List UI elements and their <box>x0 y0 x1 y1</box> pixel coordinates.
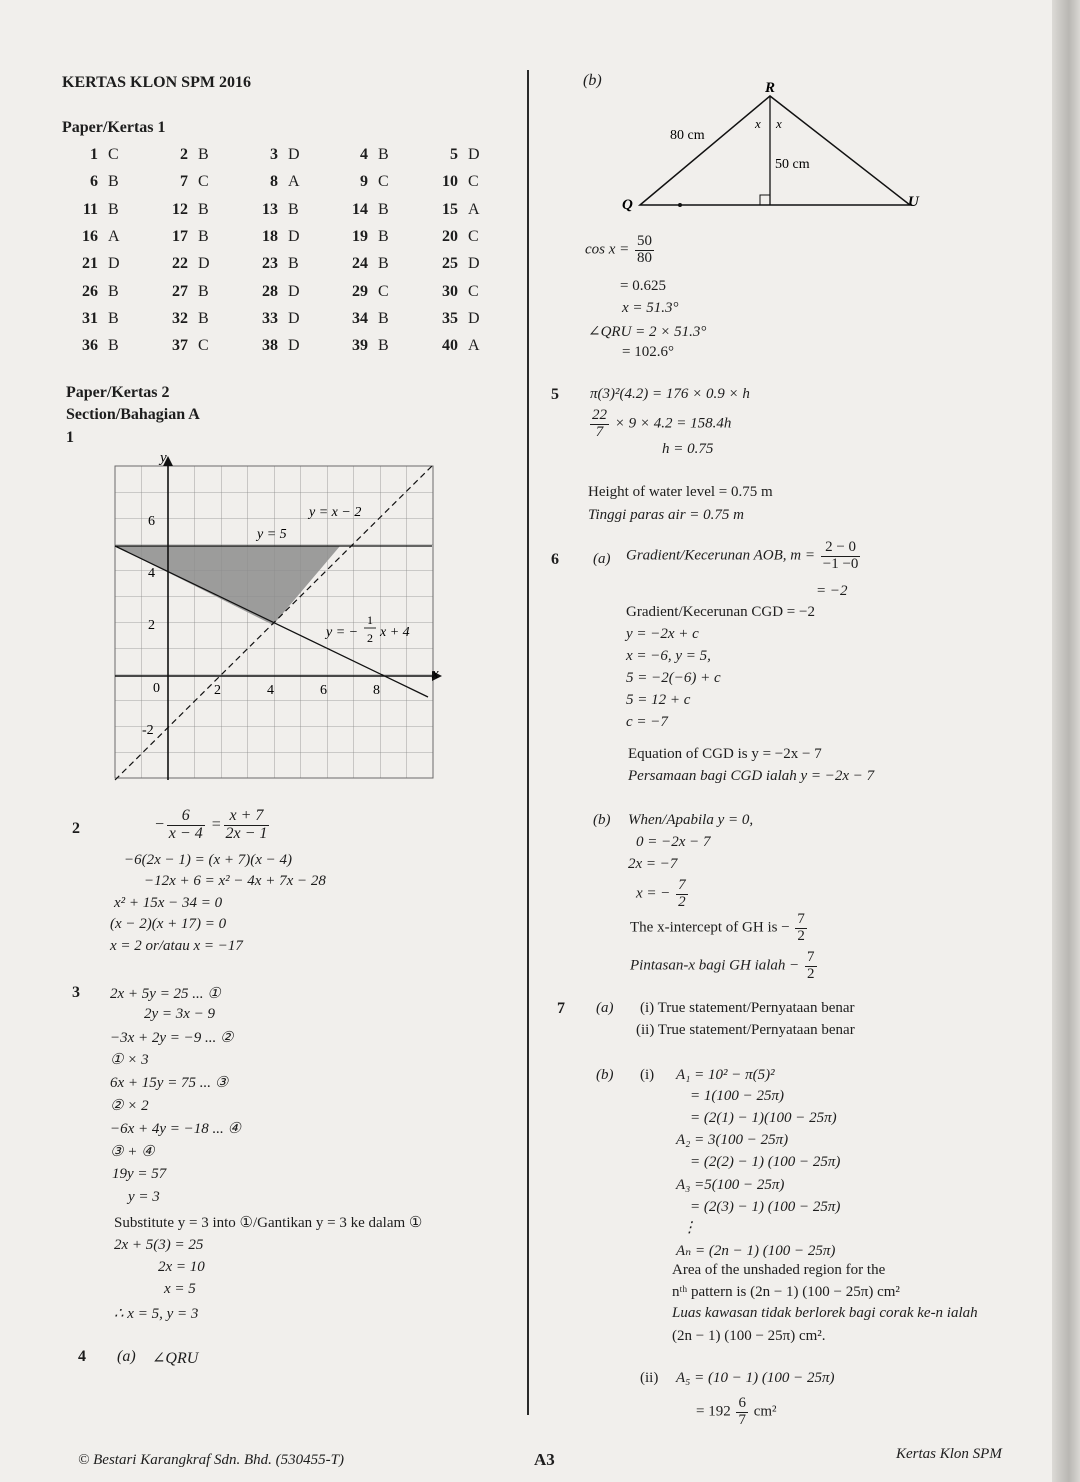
answer-cell <box>342 283 389 301</box>
svg-text:50 cm: 50 cm <box>775 157 810 172</box>
answer-cell <box>342 337 389 355</box>
answer-cell <box>72 146 119 164</box>
q3-number: 3 <box>72 984 80 1001</box>
question-number: 6 <box>90 173 98 191</box>
q3-line: ③ + ④ <box>110 1144 155 1160</box>
q5-line: Height of water level = 0.75 m <box>588 484 773 500</box>
column-divider <box>527 70 529 1415</box>
q6b-line: 0 = −2x − 7 <box>636 834 711 850</box>
question-number: 25 <box>442 255 458 273</box>
question-number: 24 <box>352 255 368 273</box>
q3-line: −6x + 4y = −18 ... ④ <box>110 1121 242 1137</box>
svg-text:x: x <box>755 116 761 131</box>
q3-line: 2x + 5(3) = 25 <box>114 1237 204 1253</box>
footer-copyright: © Bestari Karangkraf Sdn. Bhd. (530455-T) <box>78 1452 344 1468</box>
q7a-label: (a) <box>596 1000 614 1016</box>
y-tick-6: 6 <box>148 514 155 529</box>
q2-number: 2 <box>72 820 80 837</box>
q1-number: 1 <box>66 429 74 446</box>
q7a-ii: (ii) True statement/Pernyataan benar <box>636 1022 855 1038</box>
answer-cell <box>432 173 479 191</box>
answer-cell <box>252 310 300 328</box>
y-tick-neg2: -2 <box>142 723 154 738</box>
q7b-line: = 1(100 − 25π) <box>690 1088 784 1104</box>
q3-line: 19y = 57 <box>112 1166 167 1182</box>
q3-line: ② × 2 <box>110 1098 149 1114</box>
q3-line: 2x + 5y = 25 ... ① <box>110 986 221 1002</box>
answer-cell <box>432 337 480 355</box>
question-number: 36 <box>82 337 98 355</box>
question-number: 3 <box>270 146 278 163</box>
answer-cell <box>162 337 209 355</box>
answer-letter: C <box>468 173 479 191</box>
q2-line: x = 2 or/atau x = −17 <box>110 938 243 954</box>
x-tick-2: 2 <box>214 683 221 698</box>
q2-line: −6(2x − 1) = (x + 7)(x − 4) <box>124 852 293 868</box>
q6a-line: 5 = −2(−6) + c <box>626 670 721 686</box>
question-number: 17 <box>172 227 188 245</box>
answer-cell <box>432 310 480 328</box>
y-axis-label: y <box>160 450 167 466</box>
q7b-line: Area of the unshaded region for the <box>672 1262 886 1278</box>
answer-letter: D <box>468 309 480 327</box>
svg-text:2: 2 <box>367 631 373 645</box>
answer-letter: B <box>378 227 389 245</box>
q4a-answer: ∠QRU <box>152 1350 199 1367</box>
q4b-line: = 102.6° <box>622 344 674 360</box>
answer-letter: C <box>198 173 209 191</box>
q6a-line: x = −6, y = 5, <box>626 648 711 664</box>
q6b-intercept-my: Pintasan-x bagi GH ialah − $\frac{7}{2}$ <box>630 949 815 982</box>
answer-letter: C <box>108 146 119 163</box>
answer-cell <box>162 228 209 246</box>
q7b-ii-line: A₅ = (10 − 1) (100 − 25π) <box>676 1370 835 1386</box>
q7b-line: nᵗʰ pattern is (2n − 1) (100 − 25π) cm² <box>672 1284 900 1300</box>
q6b-x: x = − $\frac{7}{2}$ <box>636 877 686 910</box>
question-number: 5 <box>450 146 458 163</box>
question-number: 39 <box>352 337 368 355</box>
question-number: 21 <box>82 255 98 273</box>
q7b-line: A₁ = 10² − π(5)² <box>676 1067 775 1083</box>
x-axis-label: x <box>432 666 439 682</box>
q6a-gradient: Gradient/Kecerunan AOB, m = $\frac{2 - 0}{-1 -0}$ <box>626 539 859 572</box>
q4-number: 4 <box>78 1348 86 1365</box>
answer-cell <box>72 173 119 191</box>
question-number: 12 <box>172 200 188 218</box>
question-number: 9 <box>360 173 368 191</box>
q3-line: x = 5 <box>164 1281 196 1297</box>
q6a-line: c = −7 <box>626 714 668 730</box>
svg-text:y = −: y = − <box>326 625 359 640</box>
question-number: 23 <box>262 255 278 273</box>
answer-letter: B <box>288 255 299 273</box>
x-tick-0: 0 <box>153 681 160 696</box>
q6a-line: y = −2x + c <box>626 626 699 642</box>
answer-letter: C <box>468 227 479 245</box>
answer-cell <box>342 255 389 273</box>
q6a-line: 5 = 12 + c <box>626 692 691 708</box>
q4b-cos: cos x = $\frac{50}{80}$ <box>585 233 653 266</box>
svg-text:U: U <box>908 194 919 210</box>
svg-text:x + 4: x + 4 <box>380 625 410 640</box>
answer-cell <box>72 283 119 301</box>
q4b-triangle <box>610 76 940 220</box>
q7b-line: (2n − 1) (100 − 25π) cm². <box>672 1328 826 1344</box>
q6a-line: Equation of CGD is y = −2x − 7 <box>628 746 822 762</box>
answer-letter: D <box>198 255 210 273</box>
answer-letter: B <box>108 173 119 191</box>
answer-cell <box>342 228 389 246</box>
q6a-line: Gradient/Kecerunan CGD = −2 <box>626 604 815 620</box>
q5-line2: $\frac{22}{7}$ × 9 × 4.2 = 158.4h <box>592 407 732 440</box>
answer-cell <box>72 201 119 219</box>
answer-cell <box>162 201 209 219</box>
answer-letter: D <box>288 227 300 245</box>
svg-text:R: R <box>765 80 776 96</box>
q7b-ii-result: = 192 $\frac{6}{7}$ cm² <box>696 1395 777 1428</box>
answer-letter: C <box>198 337 209 355</box>
question-number: 1 <box>90 146 98 163</box>
answer-letter: B <box>378 309 389 327</box>
answer-cell <box>342 310 389 328</box>
q2-equation: − $\frac{6}{x - 4}$ = $\frac{x + 7}{2x - 1}$ <box>154 807 268 842</box>
question-number: 34 <box>352 309 368 327</box>
answer-cell <box>342 201 389 219</box>
svg-text:1: 1 <box>367 613 373 627</box>
q3-line: −3x + 2y = −9 ... ② <box>110 1030 234 1046</box>
q4b-line: x = 51.3° <box>622 300 679 316</box>
q4a-label: (a) <box>117 1348 136 1365</box>
q7b-line: = (2(1) − 1)(100 − 25π) <box>690 1110 837 1126</box>
q3-line: 2y = 3x − 9 <box>144 1006 216 1022</box>
question-number: 27 <box>172 282 188 300</box>
answer-cell <box>162 255 210 273</box>
q7b-i: (i) <box>640 1067 655 1083</box>
question-number: 29 <box>352 282 368 300</box>
q6b-line: When/Apabila y = 0, <box>628 812 754 828</box>
q3-line: y = 3 <box>128 1189 160 1205</box>
label-line1: y = x − 2 <box>309 505 362 520</box>
answer-cell <box>432 201 480 219</box>
x-tick-6: 6 <box>320 683 327 698</box>
question-number: 10 <box>442 173 458 191</box>
x-tick-4: 4 <box>267 683 274 698</box>
q6a-label: (a) <box>593 551 611 567</box>
answer-letter: D <box>468 255 480 273</box>
q2-line: −12x + 6 = x² − 4x + 7x − 28 <box>144 873 326 889</box>
footer-page-number: A3 <box>534 1450 555 1469</box>
answer-cell <box>432 255 480 273</box>
q7b-line: Aₙ = (2n − 1) (100 − 25π) <box>676 1243 836 1259</box>
q7b-line: = (2(2) − 1) (100 − 25π) <box>690 1154 841 1170</box>
question-number: 28 <box>262 282 278 300</box>
q3-line: Substitute y = 3 into ①/Gantikan y = 3 ke dalam ① <box>114 1215 423 1231</box>
question-number: 19 <box>352 227 368 245</box>
answer-cell <box>432 228 479 246</box>
q7b-line: A₃ =5(100 − 25π) <box>676 1177 785 1193</box>
answer-letter: B <box>198 227 209 245</box>
question-number: 16 <box>82 227 98 245</box>
answer-letter: A <box>108 227 120 245</box>
page-edge-shadow <box>1052 0 1080 1482</box>
q7a-i: (i) True statement/Pernyataan benar <box>640 1000 855 1016</box>
q6a-line: = −2 <box>816 583 848 599</box>
q7b-ii: (ii) <box>640 1370 659 1386</box>
answer-letter: B <box>288 200 299 218</box>
svg-text:x: x <box>776 116 782 131</box>
answer-cell <box>252 173 300 191</box>
q5-line: h = 0.75 <box>662 441 714 457</box>
answer-letter: D <box>468 146 480 163</box>
answer-cell <box>252 201 299 219</box>
q3-line: ① × 3 <box>110 1052 149 1068</box>
question-number: 11 <box>82 200 98 218</box>
answer-letter: B <box>108 282 119 300</box>
q7b-label: (b) <box>596 1067 614 1083</box>
answer-letter: B <box>198 309 209 327</box>
answer-letter: A <box>468 337 480 355</box>
question-number: 14 <box>352 200 368 218</box>
y-tick-2: 2 <box>148 618 155 633</box>
question-number: 8 <box>270 173 278 191</box>
q5-line: Tinggi paras air = 0.75 m <box>588 507 744 523</box>
q5-number: 5 <box>551 386 559 403</box>
q3-line: ∴ x = 5, y = 3 <box>114 1306 199 1322</box>
q4b-label: (b) <box>583 72 602 89</box>
answer-letter: B <box>378 146 389 163</box>
question-number: 32 <box>172 309 188 327</box>
footer-title: Kertas Klon SPM <box>896 1446 1002 1462</box>
answer-cell <box>252 337 300 355</box>
section-heading: Section/Bahagian A <box>66 406 200 423</box>
answer-letter: C <box>468 282 479 300</box>
header-title: KERTAS KLON SPM 2016 <box>62 74 251 91</box>
paper1-heading: Paper/Kertas 1 <box>62 119 166 136</box>
answer-letter: A <box>468 200 480 218</box>
answer-cell <box>72 228 120 246</box>
paper2-heading: Paper/Kertas 2 <box>66 384 170 401</box>
question-number: 40 <box>442 337 458 355</box>
question-number: 18 <box>262 227 278 245</box>
question-number: 35 <box>442 309 458 327</box>
answer-letter: B <box>378 200 389 218</box>
answer-letter: B <box>108 200 119 218</box>
svg-text:Q: Q <box>622 197 633 213</box>
answer-cell <box>342 173 389 191</box>
answer-letter: B <box>198 200 209 218</box>
answer-letter: B <box>198 282 209 300</box>
q7b-line: A₂ = 3(100 − 25π) <box>676 1132 789 1148</box>
q2-line: (x − 2)(x + 17) = 0 <box>110 916 227 932</box>
x-tick-8: 8 <box>373 683 380 698</box>
answer-letter: D <box>288 309 300 327</box>
answer-cell <box>162 310 209 328</box>
q3-line: 2x = 10 <box>158 1259 205 1275</box>
answer-cell <box>162 283 209 301</box>
answer-cell <box>342 146 389 164</box>
answer-letter: B <box>378 337 389 355</box>
q2-line: x² + 15x − 34 = 0 <box>114 895 223 911</box>
question-number: 38 <box>262 337 278 355</box>
q3-line: 6x + 15y = 75 ... ③ <box>110 1075 229 1091</box>
answer-cell <box>72 310 119 328</box>
answer-cell <box>252 255 299 273</box>
answer-letter: B <box>108 309 119 327</box>
answer-cell <box>252 146 300 164</box>
question-number: 30 <box>442 282 458 300</box>
question-number: 37 <box>172 337 188 355</box>
question-number: 4 <box>360 146 368 163</box>
q7b-line: = (2(3) − 1) (100 − 25π) <box>690 1199 841 1215</box>
label-line2: y = 5 <box>257 527 287 542</box>
answer-cell <box>252 283 300 301</box>
q6-number: 6 <box>551 551 559 568</box>
question-number: 26 <box>82 282 98 300</box>
q6b-intercept-en: The x-intercept of GH is − $\frac{7}{2}$ <box>630 911 805 944</box>
q1-graph <box>110 450 462 786</box>
answer-cell <box>72 337 119 355</box>
answer-cell <box>252 228 300 246</box>
question-number: 31 <box>82 309 98 327</box>
answer-letter: D <box>288 337 300 355</box>
question-number: 33 <box>262 309 278 327</box>
q6b-label: (b) <box>593 812 611 828</box>
question-number: 22 <box>172 255 188 273</box>
answer-letter: D <box>108 255 120 273</box>
q4b-line: = 0.625 <box>620 278 666 294</box>
question-number: 20 <box>442 227 458 245</box>
answer-letter: B <box>378 255 389 273</box>
q5-line: π(3)²(4.2) = 176 × 0.9 × h <box>590 386 750 402</box>
question-number: 13 <box>262 200 278 218</box>
q4b-line: ∠QRU = 2 × 51.3° <box>588 324 707 340</box>
answer-letter: D <box>288 282 300 300</box>
answer-letter: A <box>288 173 300 191</box>
answer-cell <box>162 173 209 191</box>
answer-cell <box>162 146 209 164</box>
answer-letter: C <box>378 173 389 191</box>
answer-cell <box>72 255 120 273</box>
answer-cell <box>432 283 479 301</box>
q7-number: 7 <box>557 1000 565 1017</box>
answer-letter: D <box>288 146 300 163</box>
y-tick-4: 4 <box>148 566 155 581</box>
q6b-line: 2x = −7 <box>628 856 678 872</box>
svg-text:80 cm: 80 cm <box>670 128 705 143</box>
question-number: 7 <box>180 173 188 191</box>
answer-letter: C <box>378 282 389 300</box>
q6a-line: Persamaan bagi CGD ialah y = −2x − 7 <box>628 768 875 784</box>
question-number: 2 <box>180 146 188 163</box>
answer-letter: B <box>108 337 119 355</box>
q7b-line: ⋮ <box>682 1220 697 1236</box>
question-number: 15 <box>442 200 458 218</box>
answer-letter: B <box>198 146 209 163</box>
q7b-line: Luas kawasan tidak berlorek bagi corak ke-n ialah <box>672 1305 978 1321</box>
answer-cell <box>432 146 480 164</box>
